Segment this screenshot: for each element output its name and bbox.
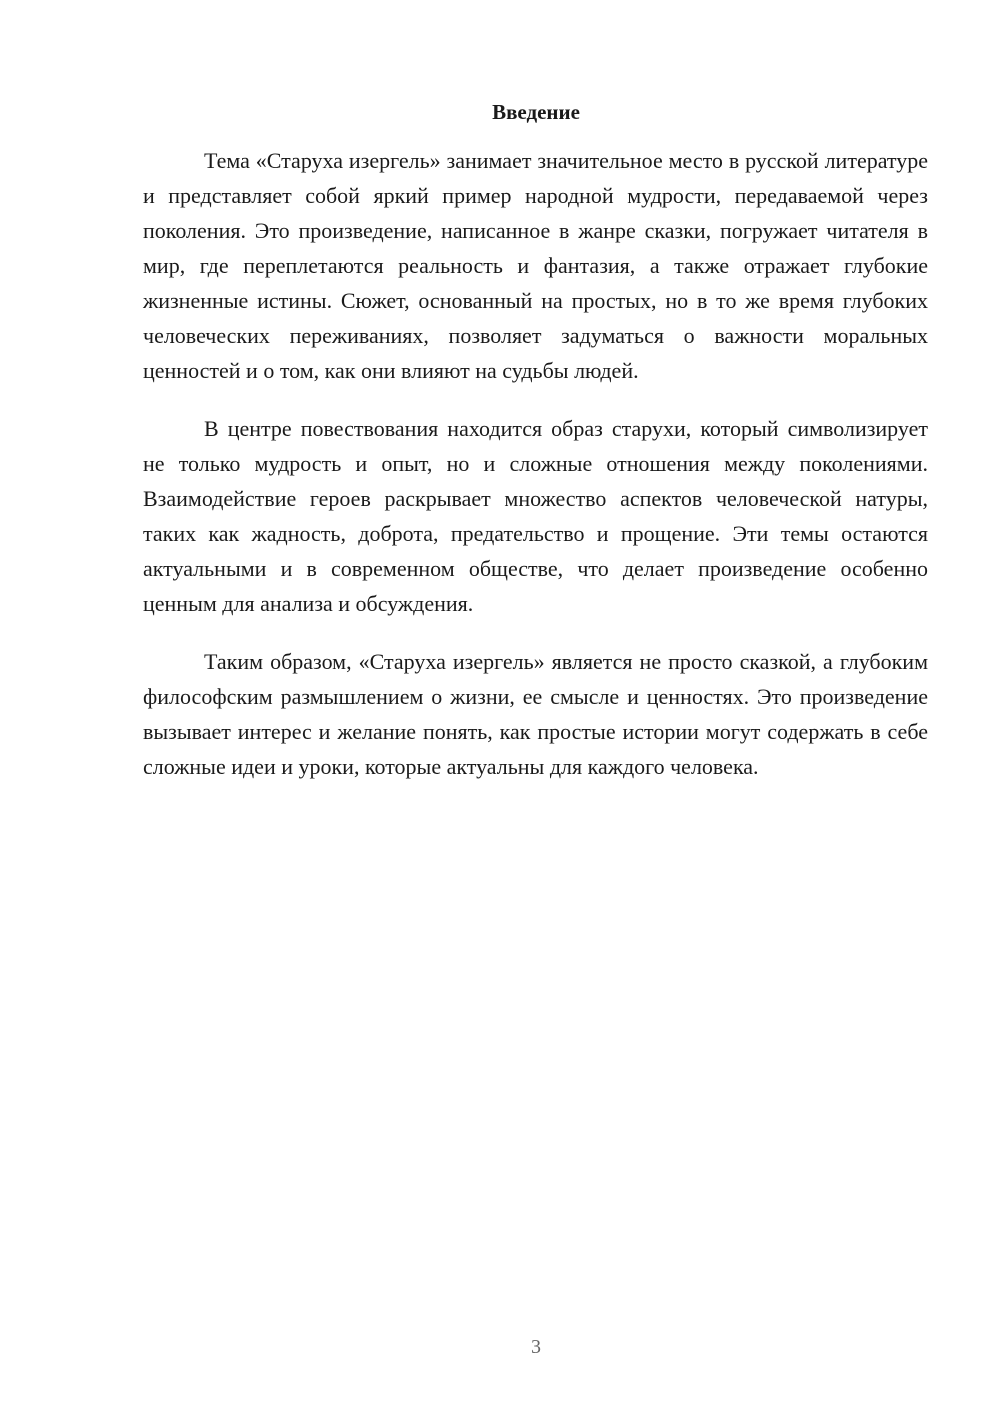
paragraph-2: В центре повествования находится образ старухи, который символизирует не только мудрость и опыт, но и сложные отношения между поколениями. Взаимодействие героев раскрывает множество аспектов человеческой натуры, таких как жадность, доброта, предательство и прощение. Эти темы остаются актуальными и в современном обществе, что делает произведение особенно ценным для анализа и обсуждения. bbox=[143, 416, 928, 616]
paragraph-3: Таким образом, «Старуха изергель» является не просто сказкой, а глубоким философским размышлением о жизни, ее смысле и ценностях. Это произведение вызывает интерес и желание понять, как простые истории могут содержать в себе сложные идеи и уроки, которые актуальны для каждого человека. bbox=[143, 649, 928, 779]
page-title: Введение bbox=[492, 100, 580, 124]
paragraph-1: Тема «Старуха изергель» занимает значительное место в русской литературе и представляет собой яркий пример народной мудрости, передаваемой через поколения. Это произведение, написанное в жанре сказки, погружает читателя в мир, где переплетаются реальность и фантазия, а также отражает глубокие жизненные истины. Сюжет, основанный на простых, но в то же время глубоких человеческих переживаниях, позволяет задуматься о важности моральных ценностей и о том, как они влияют на судьбы людей. bbox=[143, 148, 928, 383]
page-number: 3 bbox=[531, 1336, 541, 1358]
body-text bbox=[143, 143, 928, 784]
